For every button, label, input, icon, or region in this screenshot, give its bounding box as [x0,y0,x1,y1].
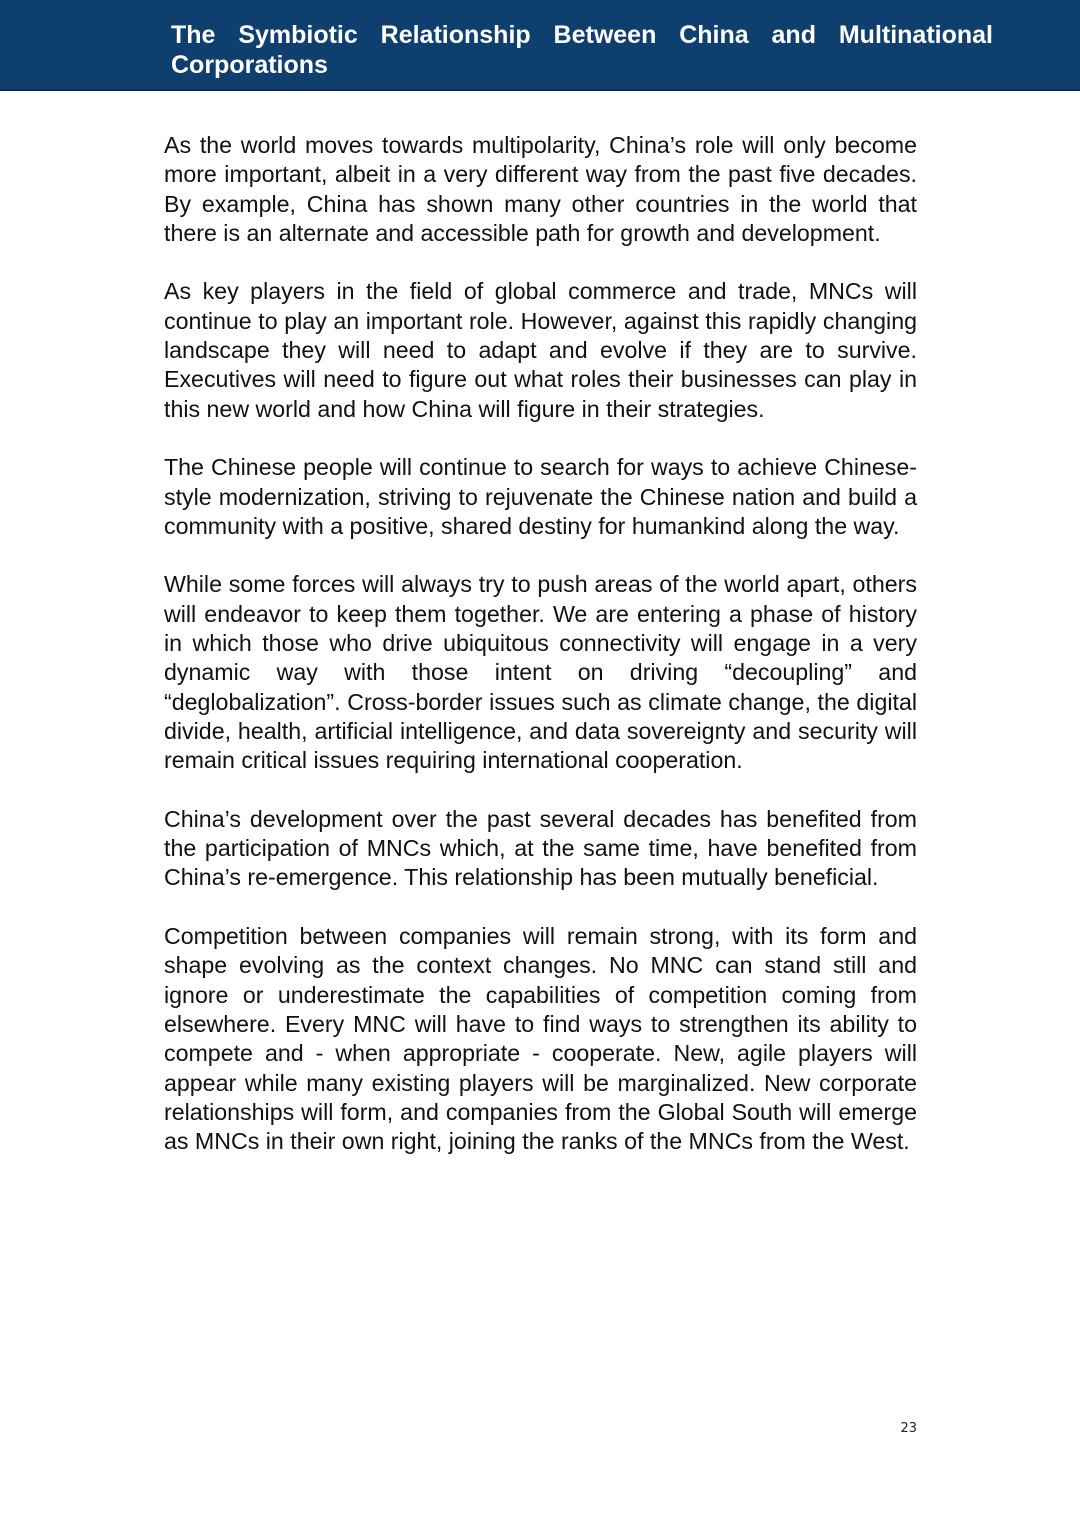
paragraph-competition: Competition between companies will remain strong, with its form and shape evolving as the context changes. No MNC can stand still and ignore or underestimate the capabilities of competition coming from elsewhere. Every MNC will have to find ways to strengthen its ability to compete and - when appropriate - cooperate. New, agile players will appear while many existing players will be marginalized. New corporate relationships will form, and companies from the Global South will emerge as MNCs in their own right, joining the ranks of the MNCs from the West. [164,923,917,1155]
body-text [164,131,917,1186]
paragraph-mnc-role: As key players in the field of global commerce and trade, MNCs will continue to play an important role. However, against this rapidly changing landscape they will need to adapt and evolve if they are to survive. Executives will need to figure out what roles their businesses can play in this new world and how China will figure in their strategies. [164,278,917,422]
paragraph-mutual-benefit: China’s development over the past several decades has benefited from the participation of MNCs which, at the same time, have benefited from China’s re-emergence. This relationship has been mutually beneficial. [164,805,917,891]
paragraph-connectivity: While some forces will always try to push areas of the world apart, others will endeavor to keep them together. We are entering a phase of history in which those who drive ubiquitous connectivity will engage in a very dynamic way with those intent on driving “decoupling” and “deglobalization”. Cross-border issues such as climate change, the digital divide, health, artificial intelligence, and data sovereignty and security will remain critical issues requiring international cooperation. [164,571,917,774]
header-band [0,0,1080,91]
paragraph-chinese-modernization: The Chinese people will continue to search for ways to achieve Chinese-style modernization, striving to rejuvenate the Chinese nation and build a community with a positive, shared destiny for humankind along the way. [164,454,917,539]
page-title: The Symbiotic Relationship Between China and Multinational Corporations [171,21,993,79]
paragraph-multipolarity: As the world moves towards multipolarity, China’s role will only become more important, albeit in a very different way from the past five decades. By example, China has shown many other countries in the world that there is an alternate and accessible path for growth and development. [164,132,917,246]
page-number: 23 [900,1421,917,1436]
